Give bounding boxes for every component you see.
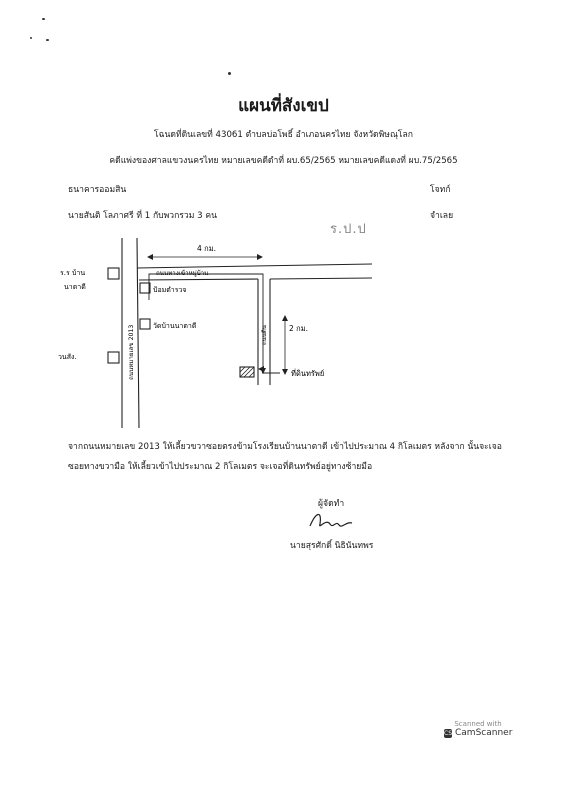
school-box <box>108 268 119 279</box>
defendant-name: นายสันติ โลภาศรี ที่ 1 กับพวกรวม 3 คน <box>68 211 217 221</box>
deed-subtitle: โฉนดที่ดินเลขที่ 43061 ตำบลบ่อโพธิ์ อำเภอนครไทย จังหวัดพิษณุโลก <box>153 130 414 140</box>
temple-label: วัดบ้านนาตาดี <box>153 322 197 330</box>
police-box <box>140 283 150 293</box>
soi-top-edge <box>137 264 372 268</box>
dist-4km-label: 4 กม. <box>197 244 217 253</box>
directions-paragraph: จากถนนหมายเลข 2013 ให้เลี้ยวขวาซอยตรงข้ามโรงเรียนบ้านนาตาดี เข้าไปประมาณ 4 กิโลเมตร หลังจาก นั้นจะเจอซอยทางขวามือ ให้เลี้ยวเข้าไปประมาณ 2 กิโลเมตร จะเจอที่ดินทรัพย์อยู่ทางซ้ายมือ <box>68 442 502 472</box>
signer-label: ผู้จัดทำ <box>318 499 345 509</box>
market-label: วนสัง. <box>58 353 77 361</box>
property-box <box>240 367 254 377</box>
soi-label: ถนนทางเข้าหมู่บ้าน <box>156 270 209 277</box>
temple-box <box>140 319 150 329</box>
dist-2km-label: 2 กม. <box>289 324 309 333</box>
plaintiff-role: โจทก์ <box>430 185 451 195</box>
property-label: ที่ดินทรัพย์ <box>291 369 325 378</box>
highway-label: ถนนหมายเลข 2013 <box>128 324 135 380</box>
soi2-label: ถนนดิน <box>261 325 268 345</box>
plaintiff-name: ธนาคารออมสิน <box>68 185 127 195</box>
case-line: คดีแพ่งของศาลแขวงนครไทย หมายเลขคดีดำที่ ผบ.65/2565 หมายเลขคดีแดงที่ ผบ.75/2565 <box>109 156 458 166</box>
soi-bottom-edge <box>139 279 258 280</box>
signer-name: นายสุรศักดิ์ นิธินันทพร <box>290 541 374 551</box>
soi-bottom-edge-east <box>270 278 372 279</box>
school-label-line1: ร.ร บ้าน <box>60 269 86 277</box>
police-label: ป้อมตำรวจ <box>153 286 187 294</box>
watermark-top-text: Scanned with <box>454 720 502 728</box>
document-title: แผนที่สังเขป <box>238 96 329 116</box>
defendant-role: จำเลย <box>430 211 454 221</box>
signature-mark <box>306 506 358 534</box>
faded-stamp: ร.ป.ป <box>330 222 367 237</box>
camscanner-watermark <box>444 720 512 738</box>
camscanner-logo-icon: CS <box>444 729 452 737</box>
highway-right-edge <box>137 238 139 428</box>
watermark-brand: CamScanner <box>455 728 513 738</box>
market-box <box>108 352 119 363</box>
school-label-line2: นาตาดี <box>64 283 86 291</box>
